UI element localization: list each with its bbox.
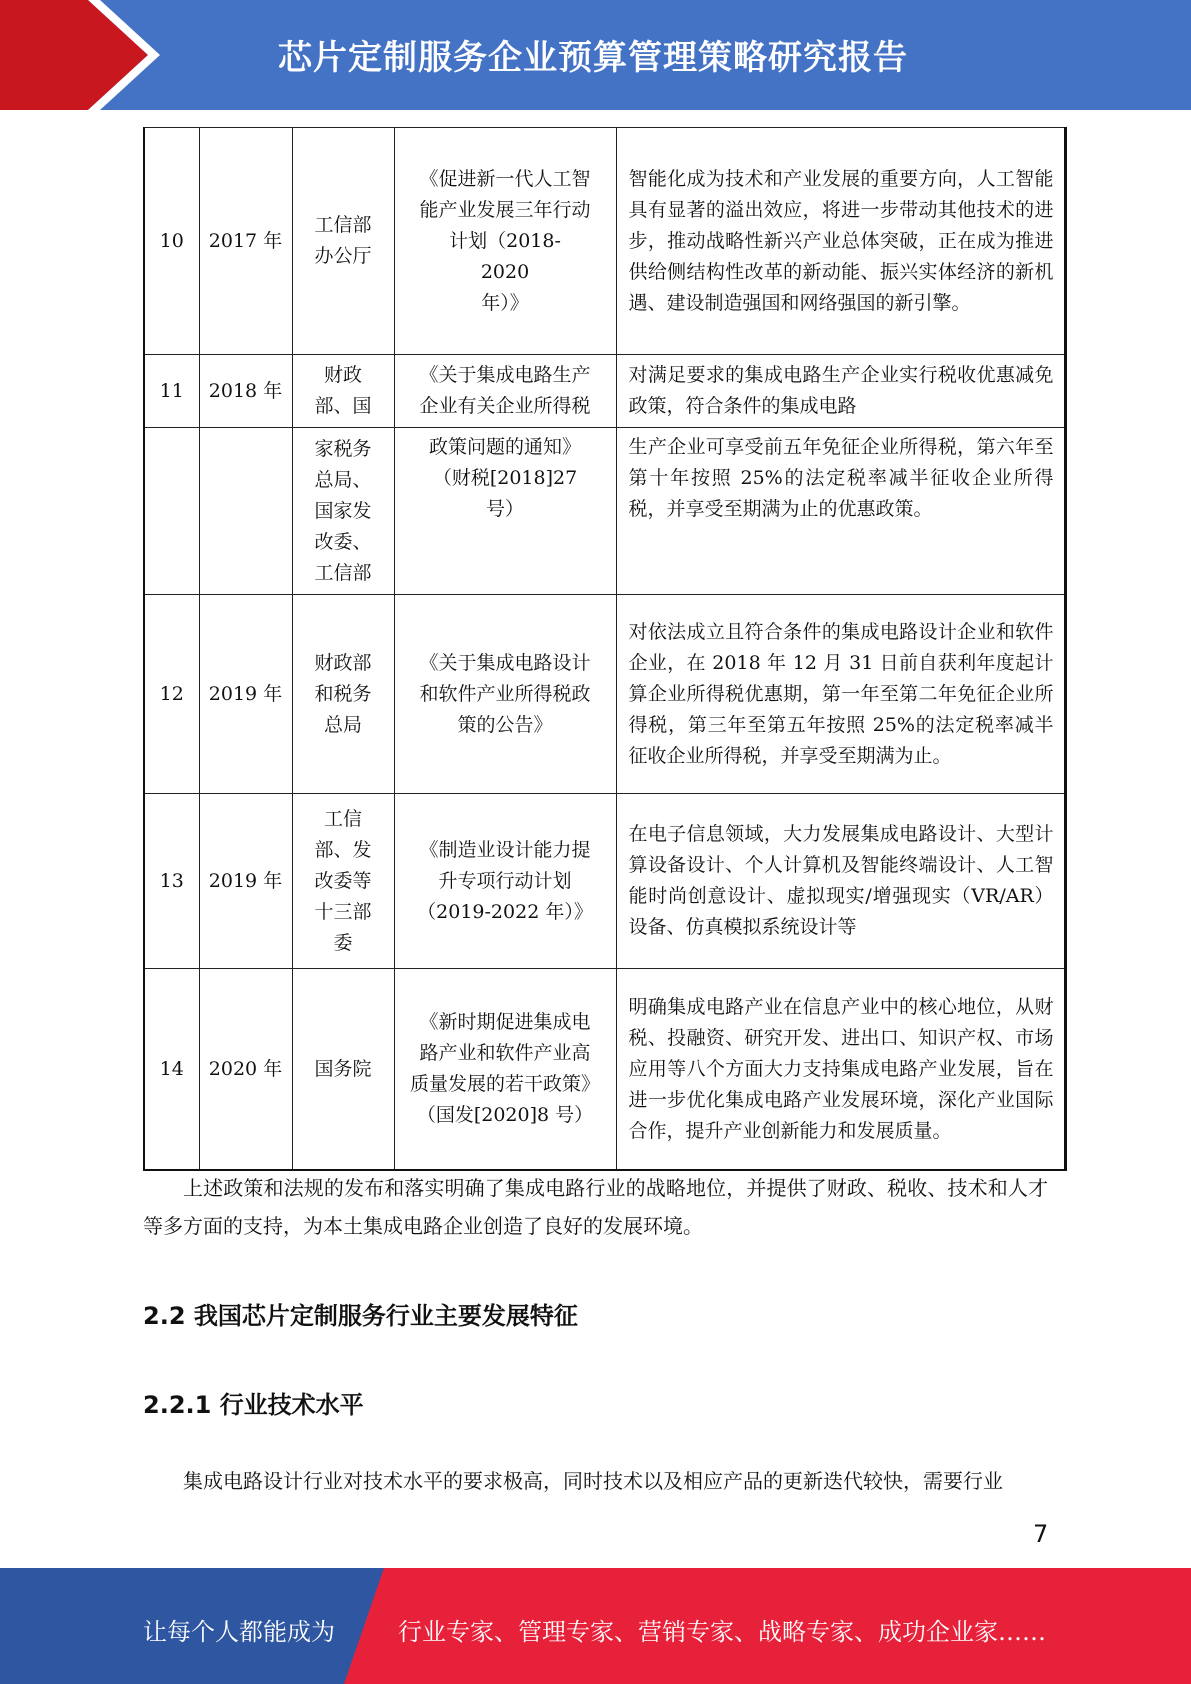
tech-paragraph: 集成电路设计行业对技术水平的要求极高，同时技术以及相应产品的更新迭代较快，需要行业 (183, 1469, 1003, 1493)
row-department: 国务院 (292, 969, 394, 1171)
row-number: 10 (144, 128, 199, 355)
row-department: 家税务 总局、 国家发 改委、 工信部 (292, 428, 394, 595)
table-row (144, 595, 1065, 794)
row-department: 财政 部、国 (292, 355, 394, 428)
row-content: 明确集成电路产业在信息产业中的核心地位，从财税、投融资、研究开发、进出口、知识产权、市场应用等八个方面大力支持集成电路产业发展，旨在进一步优化集成电路产业发展环境，深化产业国际合作，提升产业创新能力和发展质量。 (616, 969, 1065, 1171)
section-heading-2-2-1: 2.2.1 行业技术水平 (143, 1391, 364, 1419)
footer-slogan-right: 行业专家、管理专家、营销专家、战略专家、成功企业家…… (398, 1618, 1046, 1646)
row-content: 对满足要求的集成电路生产企业实行税收优惠减免政策，符合条件的集成电路 (616, 355, 1065, 428)
row-number: 12 (144, 595, 199, 794)
row-number: 14 (144, 969, 199, 1171)
row-number: 13 (144, 794, 199, 969)
row-number-empty (144, 428, 199, 595)
row-year: 2019 年 (199, 595, 292, 794)
row-year: 2017 年 (199, 128, 292, 355)
row-document: 《关于集成电路设计 和软件产业所得税政 策的公告》 (394, 595, 616, 794)
row-year: 2020 年 (199, 969, 292, 1171)
row-document: 政策问题的通知》 （财税[2018]27 号） (394, 428, 616, 595)
row-number: 11 (144, 355, 199, 428)
row-year-empty (199, 428, 292, 595)
row-department: 工信部 办公厅 (292, 128, 394, 355)
table-row (144, 794, 1065, 969)
row-department: 财政部 和税务 总局 (292, 595, 394, 794)
table-row-continued (144, 428, 1065, 595)
footer-slogan-left: 让每个人都能成为 (143, 1618, 335, 1646)
table-row (144, 355, 1065, 428)
row-content: 对依法成立且符合条件的集成电路设计企业和软件企业，在 2018 年 12 月 31 日前自获利年度起计算企业所得税优惠期，第一年至第二年免征企业所得税，第三年至第五年按照 25%的法定税率减半征收企业所得税，并享受至期满为止。 (616, 595, 1065, 794)
row-document: 《关于集成电路生产 企业有关企业所得税 (394, 355, 616, 428)
row-content: 智能化成为技术和产业发展的重要方向，人工智能具有显著的溢出效应，将进一步带动其他技术的进步，推动战略性新兴产业总体突破，正在成为推进供给侧结构性改革的新动能、振兴实体经济的新机遇、建设制造强国和网络强国的新引擎。 (616, 128, 1065, 355)
policy-table (143, 127, 1067, 1171)
row-content: 生产企业可享受前五年免征企业所得税，第六年至第十年按照 25%的法定税率减半征收企业所得税，并享受至期满为止的优惠政策。 (616, 428, 1065, 595)
row-document: 《制造业设计能力提 升专项行动计划 （2019-2022 年）》 (394, 794, 616, 969)
page-header (0, 0, 1191, 110)
section-heading-2-2: 2.2 我国芯片定制服务行业主要发展特征 (143, 1302, 578, 1330)
page-footer (0, 1568, 1191, 1684)
report-title: 芯片定制服务企业预算管理策略研究报告 (278, 38, 908, 78)
table-row (144, 128, 1065, 355)
table-row (144, 969, 1065, 1171)
row-document: 《促进新一代人工智 能产业发展三年行动 计划（2018- 2020 年）》 (394, 128, 616, 355)
summary-paragraph: 上述政策和法规的发布和落实明确了集成电路行业的战略地位，并提供了财政、税收、技术和人才等多方面的支持，为本土集成电路企业创造了良好的发展环境。 (143, 1176, 1048, 1238)
row-department: 工信 部、发 改委等 十三部 委 (292, 794, 394, 969)
row-year: 2018 年 (199, 355, 292, 428)
row-year: 2019 年 (199, 794, 292, 969)
row-document: 《新时期促进集成电 路产业和软件产业高 质量发展的若干政策》 （国发[2020]8 号） (394, 969, 616, 1171)
page-number: 7 (1033, 1520, 1049, 1548)
row-content: 在电子信息领域，大力发展集成电路设计、大型计算设备设计、个人计算机及智能终端设计、人工智能时尚创意设计、虚拟现实/增强现实（VR/AR）设备、仿真模拟系统设计等 (616, 794, 1065, 969)
